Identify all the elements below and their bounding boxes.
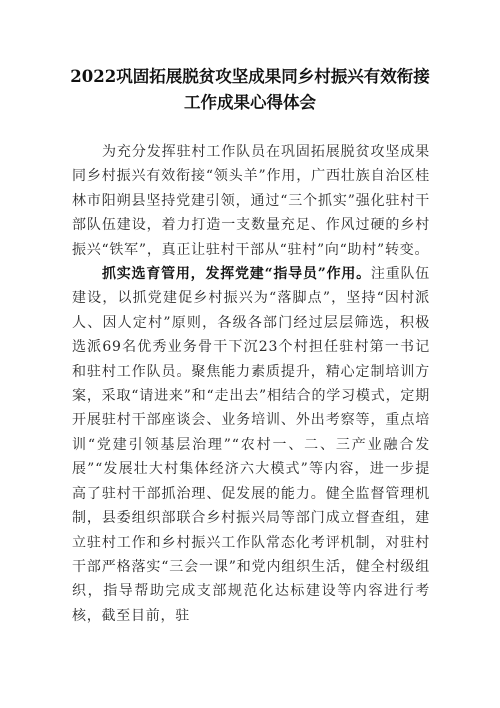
- paragraph-section-1: [72, 262, 430, 628]
- document-body: [72, 140, 430, 628]
- paragraph-intro: [72, 140, 430, 262]
- document-title: 2022巩固拓展脱贫攻坚成果同乡村振兴有效衔接工作成果心得体会: [70, 67, 430, 112]
- section-1-heading: 抓实选育管用，发挥党建“指导员”作用。: [102, 266, 371, 283]
- section-1-text: 注重队伍建设，以抓党建促乡村振兴为“落脚点”，坚持“因村派人、因人定村”原则，各级各部门经过层层筛选，积极选派69名优秀业务骨干下沉23个村担任驻村第一书记和驻村工作队员。聚焦能力素质提升，精心定制培训方案，采取“请进来”和“走出去”相结合的学习模式，定期开展驻村干部座谈会、业务培训、外出考察等，重点培训“党建引领基层治理”“农村一、二、三产业融合发展”“发展壮大村集体经济六大模式”等内容，进一步提高了驻村干部抓治理、促发展的能力。健全监督管理机制，县委组织部联合乡村振兴局等部门成立督查组，建立驻村工作和乡村振兴工作队常态化考评机制，对驻村干部严格落实“三会一课”和党内组织生活，健全村级组织，指导帮助完成支部规范化达标建设等内容进行考核，截至目前，驻: [72, 266, 431, 624]
- paragraph-intro-text: 为充分发挥驻村工作队员在巩固拓展脱贫攻坚成果同乡村振兴有效衔接“领头羊”作用，广西壮族自治区桂林市阳朔县坚持党建引领，通过“三个抓实”强化驻村干部队伍建设，着力打造一支数量充足、作风过硬的乡村振兴“铁军”，真正让驻村干部从“驻村”向“助村”转变。: [72, 144, 430, 258]
